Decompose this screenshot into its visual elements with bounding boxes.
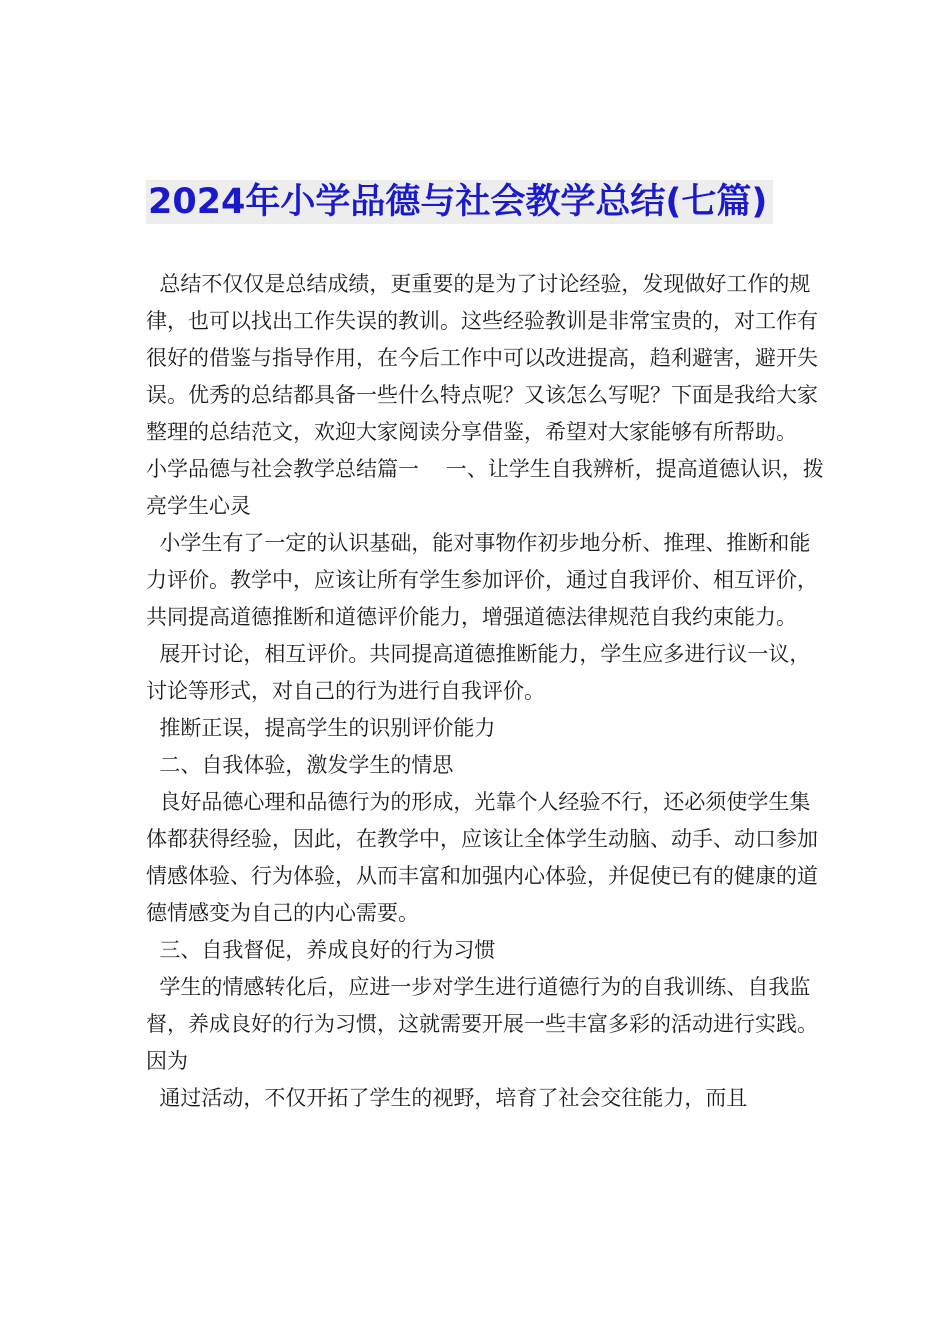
body-line: 推断正误，提高学生的识别评价能力 [146,716,496,740]
body-paragraph: 小学生有了一定的认识基础，能对事物作初步地分析、推理、推断和能力评价。教学中，应该让所有学生参加评价，通过自我评价、相互评价，共同提高道德推断和道德评价能力，增强道德法律规范自我约束能力。 [146,531,818,629]
body-paragraph: 展开讨论，相互评价。共同提高道德推断能力，学生应多进行议一议，讨论等形式，对自己的行为进行自我评价。 [146,642,811,703]
title-area [146,180,773,224]
body-paragraph: 学生的情感转化后，应进一步对学生进行道德行为的自我训练、自我监督，养成良好的行为习惯，这就需要开展一些丰富多彩的活动进行实践。因为 [146,975,818,1073]
body-paragraph: 良好品德心理和品德行为的形成，光靠个人经验不行，还必须使学生集体都获得经验，因此，在教学中，应该让全体学生动脑、动手、动口参加情感体验、行为体验，从而丰富和加强内心体验，并促使已有的健康的道德情感变为自己的内心需要。 [146,790,818,925]
document-body [146,266,826,1117]
intro-paragraph: 总结不仅仅是总结成绩，更重要的是为了讨论经验，发现做好工作的规律，也可以找出工作失误的教训。这些经验教训是非常宝贵的，对工作有很好的借鉴与指导作用，在今后工作中可以改进提高，趋利避害，避开失误。优秀的总结都具备一些什么特点呢？又该怎么写呢？下面是我给大家整理的总结范文，欢迎大家阅读分享借鉴，希望对大家能够有所帮助。 [146,272,818,444]
section-heading-three: 三、自我督促，养成良好的行为习惯 [146,938,496,962]
section-heading-two: 二、自我体验，激发学生的情思 [146,753,454,777]
body-paragraph: 通过活动，不仅开拓了学生的视野，培育了社会交往能力，而且 [146,1086,748,1110]
document-title: 2024年小学品德与社会教学总结(七篇) [146,180,773,224]
section-heading-one: 小学品德与社会教学总结篇一 一、让学生自我辨析，提高道德认识，拨亮学生心灵 [146,457,824,518]
